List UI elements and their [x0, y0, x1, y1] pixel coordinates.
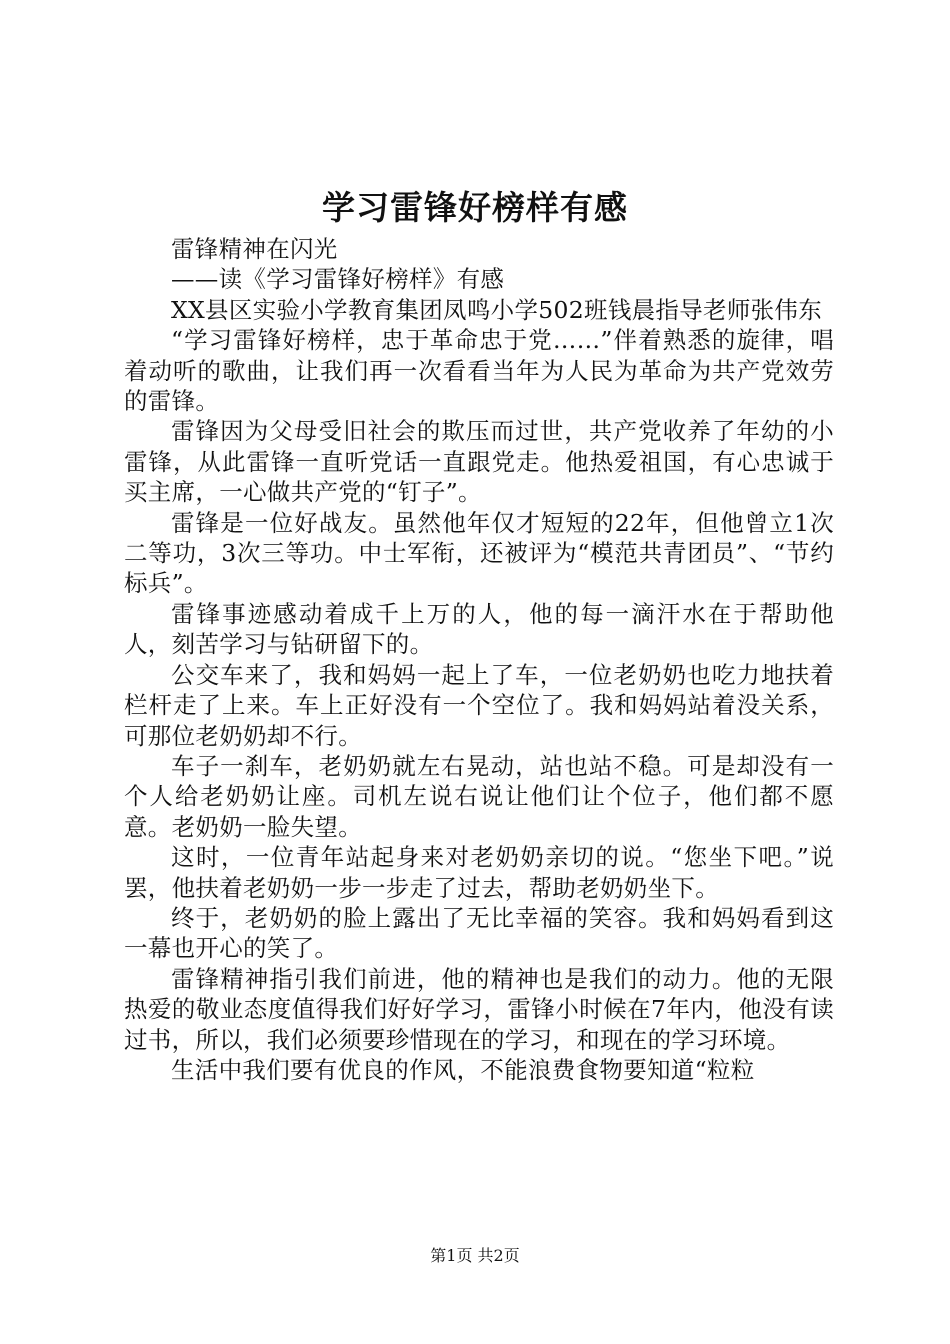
- page-number-footer: 第1页 共2页: [430, 1246, 520, 1265]
- document-body: [124, 234, 834, 1085]
- document-title: 学习雷锋好榜样有感: [322, 188, 628, 227]
- body-paragraph: 雷锋事迹感动着成千上万的人，他的每一滴汗水在于帮助他人，刻苦学习与钻研留下的。: [124, 599, 834, 659]
- body-paragraph: 终于，老奶奶的脸上露出了无比幸福的笑容。我和妈妈看到这一幕也开心的笑了。: [124, 903, 834, 963]
- body-paragraph: 车子一刹车，老奶奶就左右晃动，站也站不稳。可是却没有一个人给老奶奶让座。司机左说右说让他们让个位子，他们都不愿意。老奶奶一脸失望。: [124, 751, 834, 841]
- body-paragraph: 公交车来了，我和妈妈一起上了车，一位老奶奶也吃力地扶着栏杆走了上来。车上正好没有一个空位了。我和妈妈站着没关系，可那位老奶奶却不行。: [124, 660, 834, 750]
- body-paragraph: 雷锋因为父母受旧社会的欺压而过世，共产党收养了年幼的小雷锋，从此雷锋一直听党话一直跟党走。他热爱祖国，有心忠诚于买主席，一心做共产党的“钉子”。: [124, 417, 834, 507]
- author-line: XX县区实验小学教育集团凤鸣小学502班钱晨指导老师张伟东: [171, 295, 823, 324]
- body-paragraph: 生活中我们要有优良的作风，不能浪费食物要知道“粒粒: [171, 1055, 755, 1084]
- body-paragraph: 雷锋是一位好战友。虽然他年仅才短短的22年，但他曾立1次二等功，3次三等功。中士军衔，还被评为“模范共青团员”、“节约标兵”。: [124, 508, 834, 598]
- subtitle-line: 雷锋精神在闪光: [171, 235, 338, 263]
- body-paragraph: “学习雷锋好榜样，忠于革命忠于党……”伴着熟悉的旋律，唱着动听的歌曲，让我们再一次看看当年为人民为革命为共产党效劳的雷锋。: [124, 326, 834, 416]
- subtitle-source-line: ——读《学习雷锋好榜样》有感: [171, 265, 505, 294]
- body-paragraph: 这时，一位青年站起身来对老奶奶亲切的说。“您坐下吧。”说罢，他扶着老奶奶一步一步走了过去，帮助老奶奶坐下。: [124, 843, 834, 902]
- body-paragraph: 雷锋精神指引我们前进，他的精神也是我们的动力。他的无限热爱的敬业态度值得我们好好学习，雷锋小时候在7年内，他没有读过书，所以，我们必须要珍惜现在的学习，和现在的学习环境。: [124, 964, 834, 1054]
